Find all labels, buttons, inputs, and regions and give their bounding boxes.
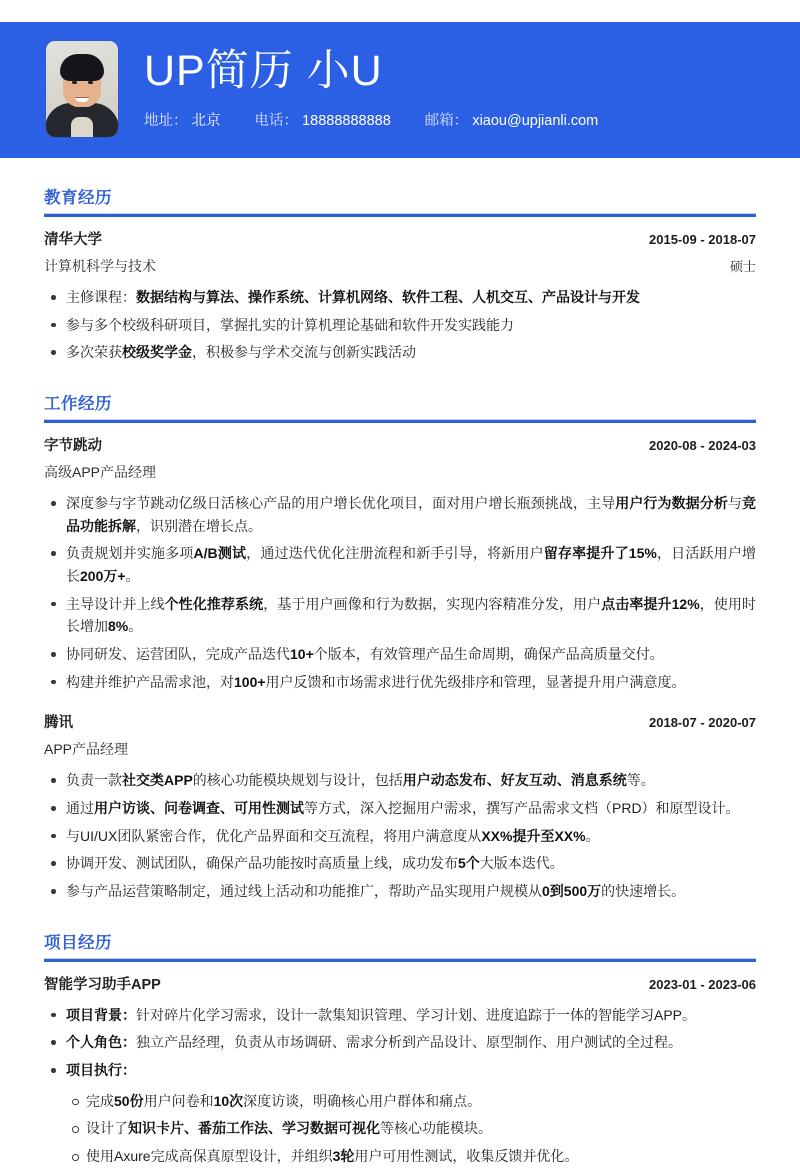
section-divider (44, 419, 756, 423)
entry-date-range: 2020-08 - 2024-03 (649, 438, 756, 454)
bullet-item: 参与多个校级科研项目，掌握扎实的计算机理论基础和软件开发实践能力 (44, 314, 756, 337)
bullet-item: 与UI/UX团队紧密合作，优化产品界面和交互流程，将用户满意度从XX%提升至XX%。 (44, 825, 756, 848)
bullet-item: 通过用户访谈、问卷调查、可用性测试等方式，深入挖掘用户需求，撰写产品需求文档（PRD）和原型设计。 (44, 797, 756, 820)
entry-organization: 字节跳动 (44, 438, 102, 455)
sub-bullet-item: 完成50份用户问卷和10次深度访谈，明确核心用户群体和痛点。 (66, 1090, 756, 1113)
sub-bullet-item: 使用Axure完成高保真原型设计，并组织3轮用户可用性测试，收集反馈并优化。 (66, 1145, 756, 1168)
entry-organization: 智能学习助手APP (44, 976, 161, 993)
entry-date-range: 2018-07 - 2020-07 (649, 715, 756, 731)
section-title: 教育经历 (44, 189, 112, 207)
photo-eye-left (72, 81, 77, 84)
contact-address (144, 109, 221, 130)
bullet-item: 负责规划并实施多项A/B测试，通过迭代优化注册流程和新手引导，将新用户留存率提升了15%，日活跃用户增长200万+。 (44, 542, 756, 587)
avatar (46, 41, 118, 137)
section-divider (44, 213, 756, 217)
entry-header-row (44, 434, 756, 455)
sub-bullet-item: 设计了知识卡片、番茄工作法、学习数据可视化等核心功能模块。 (66, 1117, 756, 1140)
bullet-item: 参与产品运营策略制定，通过线上活动和功能推广，帮助产品实现用户规模从0到500万的快速增长。 (44, 880, 756, 903)
bullet-item: 构建并维护产品需求池，对100+用户反馈和市场需求进行优先级排序和管理，显著提升用户满意度。 (44, 671, 756, 694)
resume-entry (44, 973, 756, 1168)
candidate-name: UP简历 小U (144, 47, 383, 96)
bullet-item: 多次荣获校级奖学金，积极参与学术交流与创新实践活动 (44, 341, 756, 364)
entry-role-row (44, 739, 756, 759)
entry-bullet-list (44, 769, 756, 902)
entry-role: 计算机科学与技术 (44, 258, 156, 274)
top-margin (0, 0, 800, 22)
photo-eye-right (88, 81, 93, 84)
bullet-item: 个人角色：独立产品经理，负责从市场调研、需求分析到产品设计、原型制作、用户测试的全过程。 (44, 1031, 756, 1054)
section-title: 项目经历 (44, 933, 112, 952)
contact-email-label: 邮箱： (424, 112, 469, 129)
bullet-item: 主修课程：数据结构与算法、操作系统、计算机网络、软件工程、人机交互、产品设计与开发 (44, 286, 756, 309)
bullet-item: 协调开发、测试团队，确保产品功能按时高质量上线，成功发布5个大版本迭代。 (44, 852, 756, 875)
bullet-item: 负责一款社交类APP的核心功能模块规划与设计，包括用户动态发布、好友互动、消息系统等。 (44, 769, 756, 792)
entry-date-range: 2015-09 - 2018-07 (649, 232, 756, 247)
entry-sub-bullet-list (66, 1090, 756, 1168)
entry-bullet-list (44, 1004, 756, 1082)
contact-phone-value: 18888888888 (302, 112, 391, 129)
resume-header-banner (0, 22, 800, 158)
bullet-item: 主导设计并上线个性化推荐系统，基于用户画像和行为数据，实现内容精准分发，用户点击率提升12%，使用时长增加8%。 (44, 593, 756, 638)
bullet-item: 项目背景：针对碎片化学习需求，设计一款集知识管理、学习计划、进度追踪于一体的智能学习APP。 (44, 1004, 756, 1027)
contact-email (425, 109, 598, 130)
entry-role-row (44, 256, 756, 276)
entry-role: APP产品经理 (44, 741, 129, 758)
photo-hair (60, 54, 104, 81)
contact-address-value: 北京 (191, 112, 221, 129)
entry-organization: 腾讯 (44, 715, 73, 732)
entry-role: 高级APP产品经理 (44, 464, 157, 481)
section-title: 工作经历 (44, 395, 112, 414)
entry-meta: 硕士 (729, 259, 756, 274)
contact-email-value: xiaou@upjianli.com (472, 112, 599, 129)
entry-date-range: 2023-01 - 2023-06 (649, 976, 756, 992)
resume-body (0, 184, 800, 1168)
photo-shirt (71, 117, 93, 137)
entry-bullet-list (44, 286, 756, 364)
resume-entry (44, 228, 756, 364)
resume-section (44, 929, 756, 1168)
bullet-item: 深度参与字节跳动亿级日活核心产品的用户增长优化项目，面对用户增长瓶颈挑战，主导用户行为数据分析与竞品功能拆解，识别潜在增长点。 (44, 492, 756, 537)
header-text-block (144, 48, 598, 129)
contact-info-row (144, 109, 598, 130)
resume-entry (44, 434, 756, 693)
entry-role-row (44, 462, 756, 482)
entry-header-row (44, 228, 756, 249)
entry-organization: 清华大学 (44, 232, 102, 248)
resume-section (44, 390, 756, 903)
section-divider (44, 958, 756, 962)
contact-phone-label: 电话： (254, 112, 299, 129)
contact-address-label: 地址： (144, 112, 188, 129)
bullet-item: 项目执行： (44, 1059, 756, 1082)
resume-entry (44, 711, 756, 902)
bullet-item: 协同研发、运营团队，完成产品迭代10+个版本，有效管理产品生命周期，确保产品高质量交付。 (44, 643, 756, 666)
entry-header-row (44, 711, 756, 732)
entry-bullet-list (44, 492, 756, 693)
resume-section (44, 184, 756, 364)
contact-phone (255, 109, 391, 130)
entry-header-row (44, 973, 756, 994)
